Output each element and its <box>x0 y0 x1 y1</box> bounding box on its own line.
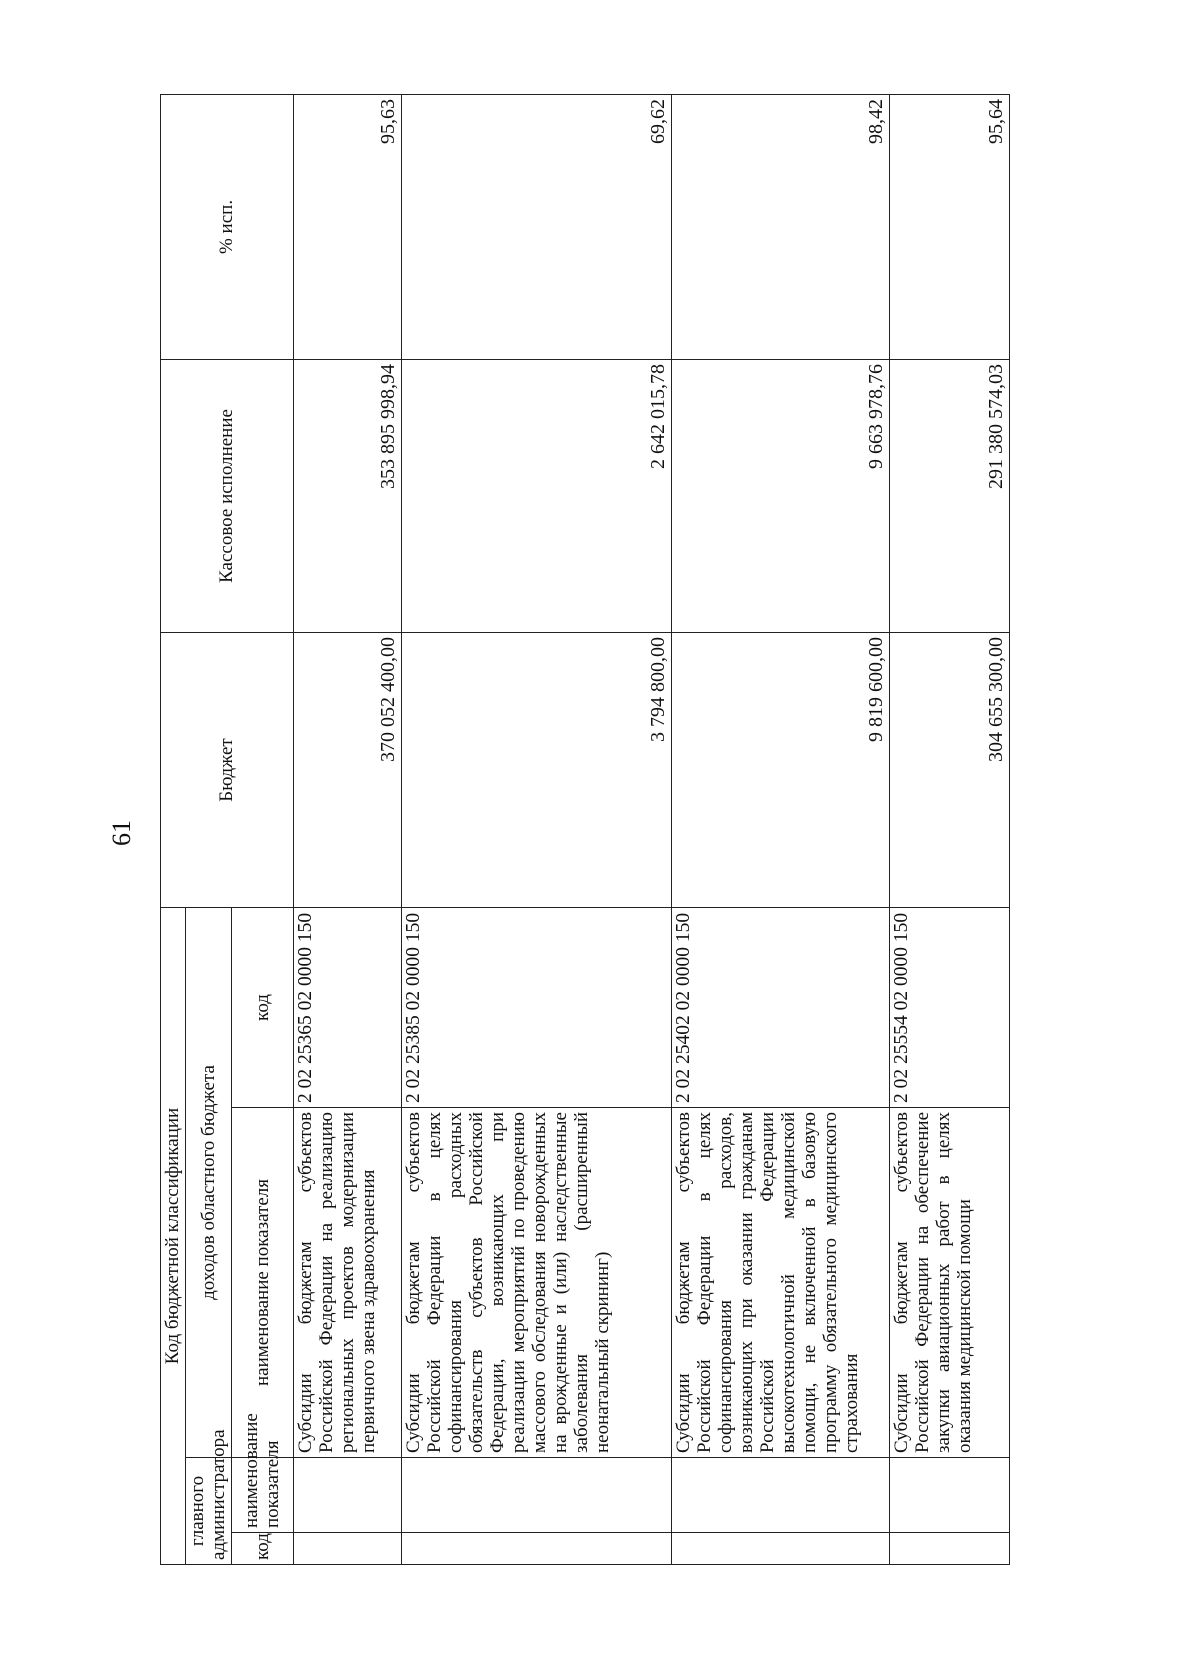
budget-cell: 370 052 400,00 <box>293 632 401 907</box>
admin-code-header: код <box>232 1533 294 1565</box>
percent-cell: 95,64 <box>890 94 1010 359</box>
chief-admin-header: главного администратора <box>185 1458 231 1565</box>
admin-name-cell <box>890 1458 1010 1533</box>
percent-cell: 98,42 <box>672 94 890 359</box>
indicator-name-cell: Субсидии бюджетам субъектов Российской Федерации на обеспечение закупки авиационных работ в целях оказания медицинской помощи <box>890 1108 1010 1458</box>
table-row <box>672 94 890 1564</box>
indicator-name-cell: Субсидии бюджетам субъектов Российской Федерации в целях софинансирования расходных обязательств субъектов Российской Федерации, возникающих при реализации мероприятий по проведению массового обследования новорожденных на врожденные и (или) наследственные заболевания (расширенный неонатальный скрининг) <box>402 1108 672 1458</box>
admin-code-cell <box>293 1533 401 1565</box>
budget-header: Бюджет <box>161 632 294 907</box>
percent-cell: 95,63 <box>293 94 401 359</box>
percent-header: % исп. <box>161 94 294 359</box>
revenue-code-cell: 2 02 25554 02 0000 150 <box>890 907 1010 1107</box>
table-row <box>890 94 1010 1564</box>
admin-name-cell <box>293 1458 401 1533</box>
cash-execution-cell: 9 663 978,76 <box>672 359 890 632</box>
budget-table <box>160 94 1010 1565</box>
admin-code-cell <box>402 1533 672 1565</box>
admin-name-cell <box>402 1458 672 1533</box>
table-row <box>293 94 401 1564</box>
revenues-header: доходов областного бюджета <box>185 907 231 1457</box>
revenue-code-cell: 2 02 25402 02 0000 150 <box>672 907 890 1107</box>
classification-header: Код бюджетной классификации <box>161 907 186 1564</box>
cash-execution-cell: 2 642 015,78 <box>402 359 672 632</box>
indicator-name-cell: Субсидии бюджетам субъектов Российской Федерации в целях софинансирования расходов, возникающих при оказании гражданам Российской Федерации высокотехнологичной медицинской помощи, не включенной в базовую программу обязательного медицинского страхования <box>672 1108 890 1458</box>
budget-cell: 304 655 300,00 <box>890 632 1010 907</box>
revenue-code-cell: 2 02 25365 02 0000 150 <box>293 907 401 1107</box>
cash-execution-cell: 291 380 574,03 <box>890 359 1010 632</box>
revenue-code-cell: 2 02 25385 02 0000 150 <box>402 907 672 1107</box>
budget-cell: 3 794 800,00 <box>402 632 672 907</box>
admin-name-cell <box>672 1458 890 1533</box>
table-row <box>402 94 672 1564</box>
indicator-name-cell: Субсидии бюджетам субъектов Российской Федерации на реализацию региональных проектов модернизации первичного звена здравоохранения <box>293 1108 401 1458</box>
revenue-code-header: код <box>232 907 294 1107</box>
page-number: 61 <box>107 820 136 846</box>
indicator-name-header: наименование показателя <box>232 1108 294 1458</box>
admin-code-cell <box>672 1533 890 1565</box>
admin-code-cell <box>890 1533 1010 1565</box>
cash-execution-header: Кассовое исполнение <box>161 359 294 632</box>
cash-execution-cell: 353 895 998,94 <box>293 359 401 632</box>
admin-indicator-header: наименование показателя <box>232 1458 294 1533</box>
rotated-table-container <box>160 95 1010 1565</box>
percent-cell: 69,62 <box>402 94 672 359</box>
budget-cell: 9 819 600,00 <box>672 632 890 907</box>
